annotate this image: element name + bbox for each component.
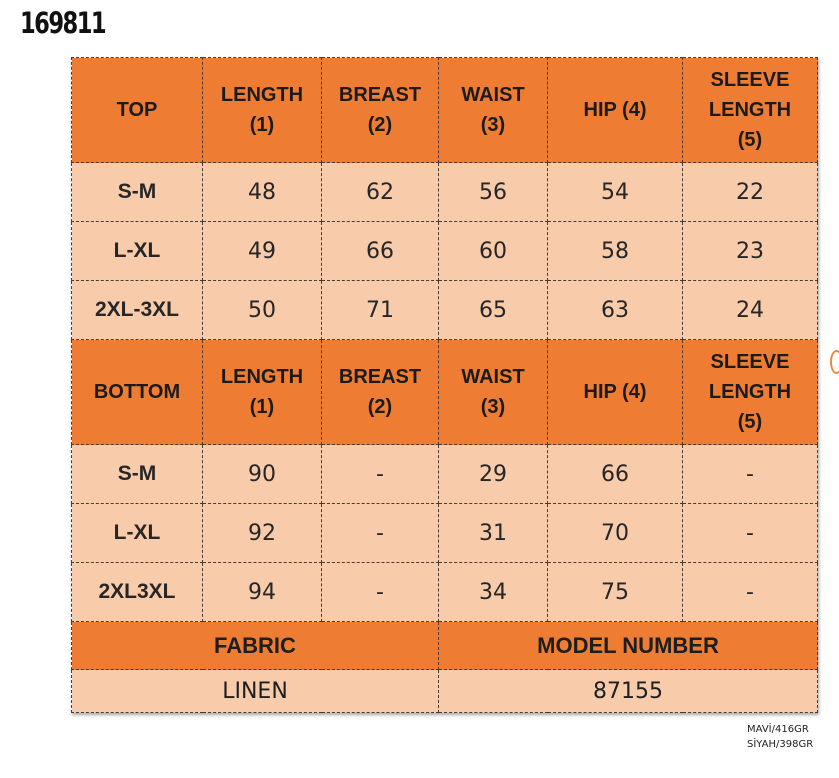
table-cell: 70: [548, 504, 683, 563]
bottom-col-hip: HIP (4): [548, 340, 683, 445]
table-cell: -: [683, 504, 818, 563]
table-cell: 23: [683, 222, 818, 281]
bottom-col-sleeve-length: SLEEVE LENGTH (5): [683, 340, 818, 445]
table-cell: 58: [548, 222, 683, 281]
size-chart-table: [71, 57, 818, 713]
size-label: L-XL: [72, 222, 203, 281]
table-cell: -: [322, 445, 439, 504]
product-code: 169811: [20, 6, 106, 40]
bottom-header-row: [72, 340, 818, 445]
table-cell: 31: [439, 504, 548, 563]
table-cell: 29: [439, 445, 548, 504]
table-row: [72, 163, 818, 222]
table-cell: 92: [203, 504, 322, 563]
table-cell: 62: [322, 163, 439, 222]
table-cell: 71: [322, 281, 439, 340]
table-cell: 94: [203, 563, 322, 622]
table-cell: 48: [203, 163, 322, 222]
size-label: S-M: [72, 445, 203, 504]
table-cell: 66: [548, 445, 683, 504]
bottom-col-waist: WAIST (3): [439, 340, 548, 445]
size-label: S-M: [72, 163, 203, 222]
fabric-model-value-row: [72, 670, 818, 713]
table-row: [72, 222, 818, 281]
table-cell: 66: [322, 222, 439, 281]
weight-black: SİYAH/398GR: [747, 739, 814, 750]
table-cell: 24: [683, 281, 818, 340]
table-cell: -: [322, 504, 439, 563]
table-row: [72, 504, 818, 563]
top-header-row: [72, 58, 818, 163]
table-row: [72, 563, 818, 622]
size-label: L-XL: [72, 504, 203, 563]
decorative-circle: [830, 350, 839, 374]
table-cell: 75: [548, 563, 683, 622]
model-number-label: MODEL NUMBER: [439, 622, 818, 670]
color-weights: [747, 722, 813, 752]
table-cell: -: [683, 563, 818, 622]
table-cell: 63: [548, 281, 683, 340]
fabric-value: LINEN: [72, 670, 439, 713]
top-col-length: LENGTH (1): [203, 58, 322, 163]
size-label: 2XL-3XL: [72, 281, 203, 340]
table-cell: 49: [203, 222, 322, 281]
table-cell: 50: [203, 281, 322, 340]
table-cell: 56: [439, 163, 548, 222]
model-number-value: 87155: [439, 670, 818, 713]
bottom-section-label: BOTTOM: [72, 340, 203, 445]
top-col-breast: BREAST (2): [322, 58, 439, 163]
top-section-label: TOP: [72, 58, 203, 163]
fabric-label: FABRIC: [72, 622, 439, 670]
table-cell: 54: [548, 163, 683, 222]
table-cell: 90: [203, 445, 322, 504]
table-cell: -: [683, 445, 818, 504]
weight-blue: MAVİ/416GR: [747, 724, 809, 735]
table-cell: -: [322, 563, 439, 622]
size-label: 2XL3XL: [72, 563, 203, 622]
bottom-col-length: LENGTH (1): [203, 340, 322, 445]
fabric-model-header-row: [72, 622, 818, 670]
table-row: [72, 445, 818, 504]
table-cell: 60: [439, 222, 548, 281]
table-row: [72, 281, 818, 340]
table-cell: 22: [683, 163, 818, 222]
top-col-waist: WAIST (3): [439, 58, 548, 163]
bottom-col-breast: BREAST (2): [322, 340, 439, 445]
table-cell: 65: [439, 281, 548, 340]
top-col-sleeve-length: SLEEVE LENGTH (5): [683, 58, 818, 163]
table-cell: 34: [439, 563, 548, 622]
top-col-hip: HIP (4): [548, 58, 683, 163]
